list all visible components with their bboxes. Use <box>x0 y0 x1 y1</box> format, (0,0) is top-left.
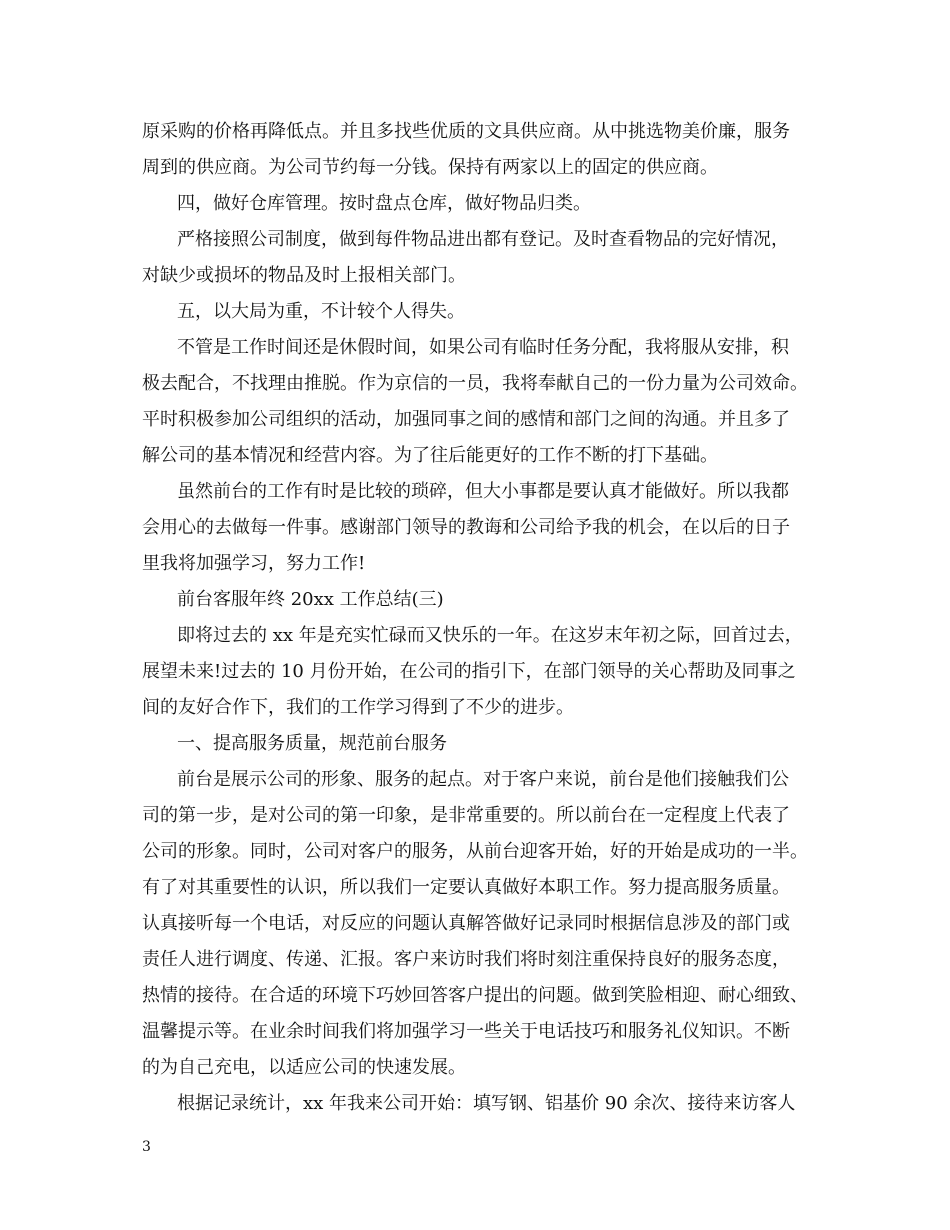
text-line: 会用心的去做每一件事。感谢部门领导的教诲和公司给予我的机会，在以后的日子 <box>142 517 790 538</box>
text-line: 认真接听每一个电话，对反应的问题认真解答做好记录同时根据信息涉及的部门或 <box>142 913 790 934</box>
text-line: 有了对其重要性的认识，所以我们一定要认真做好本职工作。努力提高服务质量。 <box>142 877 790 898</box>
paragraph-first-line: 即将过去的 xx 年是充实忙碌而又快乐的一年。在这岁末年初之际，回首过去， <box>177 625 803 646</box>
text-line: 原采购的价格再降低点。并且多找些优质的文具供应商。从中挑选物美价廉，服务 <box>142 121 790 142</box>
text-line: 的为自己充电，以适应公司的快速发展。 <box>142 1057 466 1078</box>
section-heading: 四，做好仓库管理。按时盘点仓库，做好物品归类。 <box>177 193 591 214</box>
text-line: 司的第一步，是对公司的第一印象，是非常重要的。所以前台在一定程度上代表了 <box>142 805 790 826</box>
text-line: 责任人进行调度、传递、汇报。客户来访时我们将时刻注重保持良好的服务态度， <box>142 949 790 970</box>
paragraph-first-line: 根据记录统计，xx 年我来公司开始：填写钢、铝基价 90 余次、接待来访客人 <box>177 1093 796 1114</box>
paragraph-first-line: 前台是展示公司的形象、服务的起点。对于客户来说，前台是他们接触我们公 <box>177 769 789 790</box>
text-line: 平时积极参加公司组织的活动，加强同事之间的感情和部门之间的沟通。并且多了 <box>142 409 790 430</box>
text-line: 温馨提示等。在业余时间我们将加强学习一些关于电话技巧和服务礼仪知识。不断 <box>142 1021 790 1042</box>
document-subtitle: 前台客服年终 20xx 工作总结(三) <box>177 589 444 610</box>
text-line: 展望未来!过去的 10 月份开始，在公司的指引下，在部门领导的关心帮助及同事之 <box>142 661 796 682</box>
section-heading: 一、提高服务质量，规范前台服务 <box>177 733 447 754</box>
text-line: 对缺少或损坏的物品及时上报相关部门。 <box>142 265 466 286</box>
text-line: 极去配合，不找理由推脱。作为京信的一员，我将奉献自己的一份力量为公司效命。 <box>142 373 808 394</box>
text-line: 间的友好合作下，我们的工作学习得到了不少的进步。 <box>142 697 574 718</box>
page-number: 3 <box>142 1139 151 1155</box>
section-heading: 五，以大局为重，不计较个人得失。 <box>177 301 465 322</box>
text-line: 周到的供应商。为公司节约每一分钱。保持有两家以上的固定的供应商。 <box>142 157 718 178</box>
text-line: 里我将加强学习，努力工作! <box>142 553 366 574</box>
paragraph-first-line: 虽然前台的工作有时是比较的琐碎，但大小事都是要认真才能做好。所以我都 <box>177 481 789 502</box>
text-line: 公司的形象。同时，公司对客户的服务，从前台迎客开始，好的开始是成功的一半。 <box>142 841 808 862</box>
paragraph-first-line: 严格接照公司制度，做到每件物品进出都有登记。及时查看物品的完好情况， <box>177 229 789 250</box>
text-line: 热情的接待。在合适的环境下巧妙回答客户提出的问题。做到笑脸相迎、耐心细致、 <box>142 985 808 1006</box>
paragraph-first-line: 不管是工作时间还是休假时间，如果公司有临时任务分配，我将服从安排，积 <box>177 337 789 358</box>
text-line: 解公司的基本情况和经营内容。为了往后能更好的工作不断的打下基础。 <box>142 445 718 466</box>
